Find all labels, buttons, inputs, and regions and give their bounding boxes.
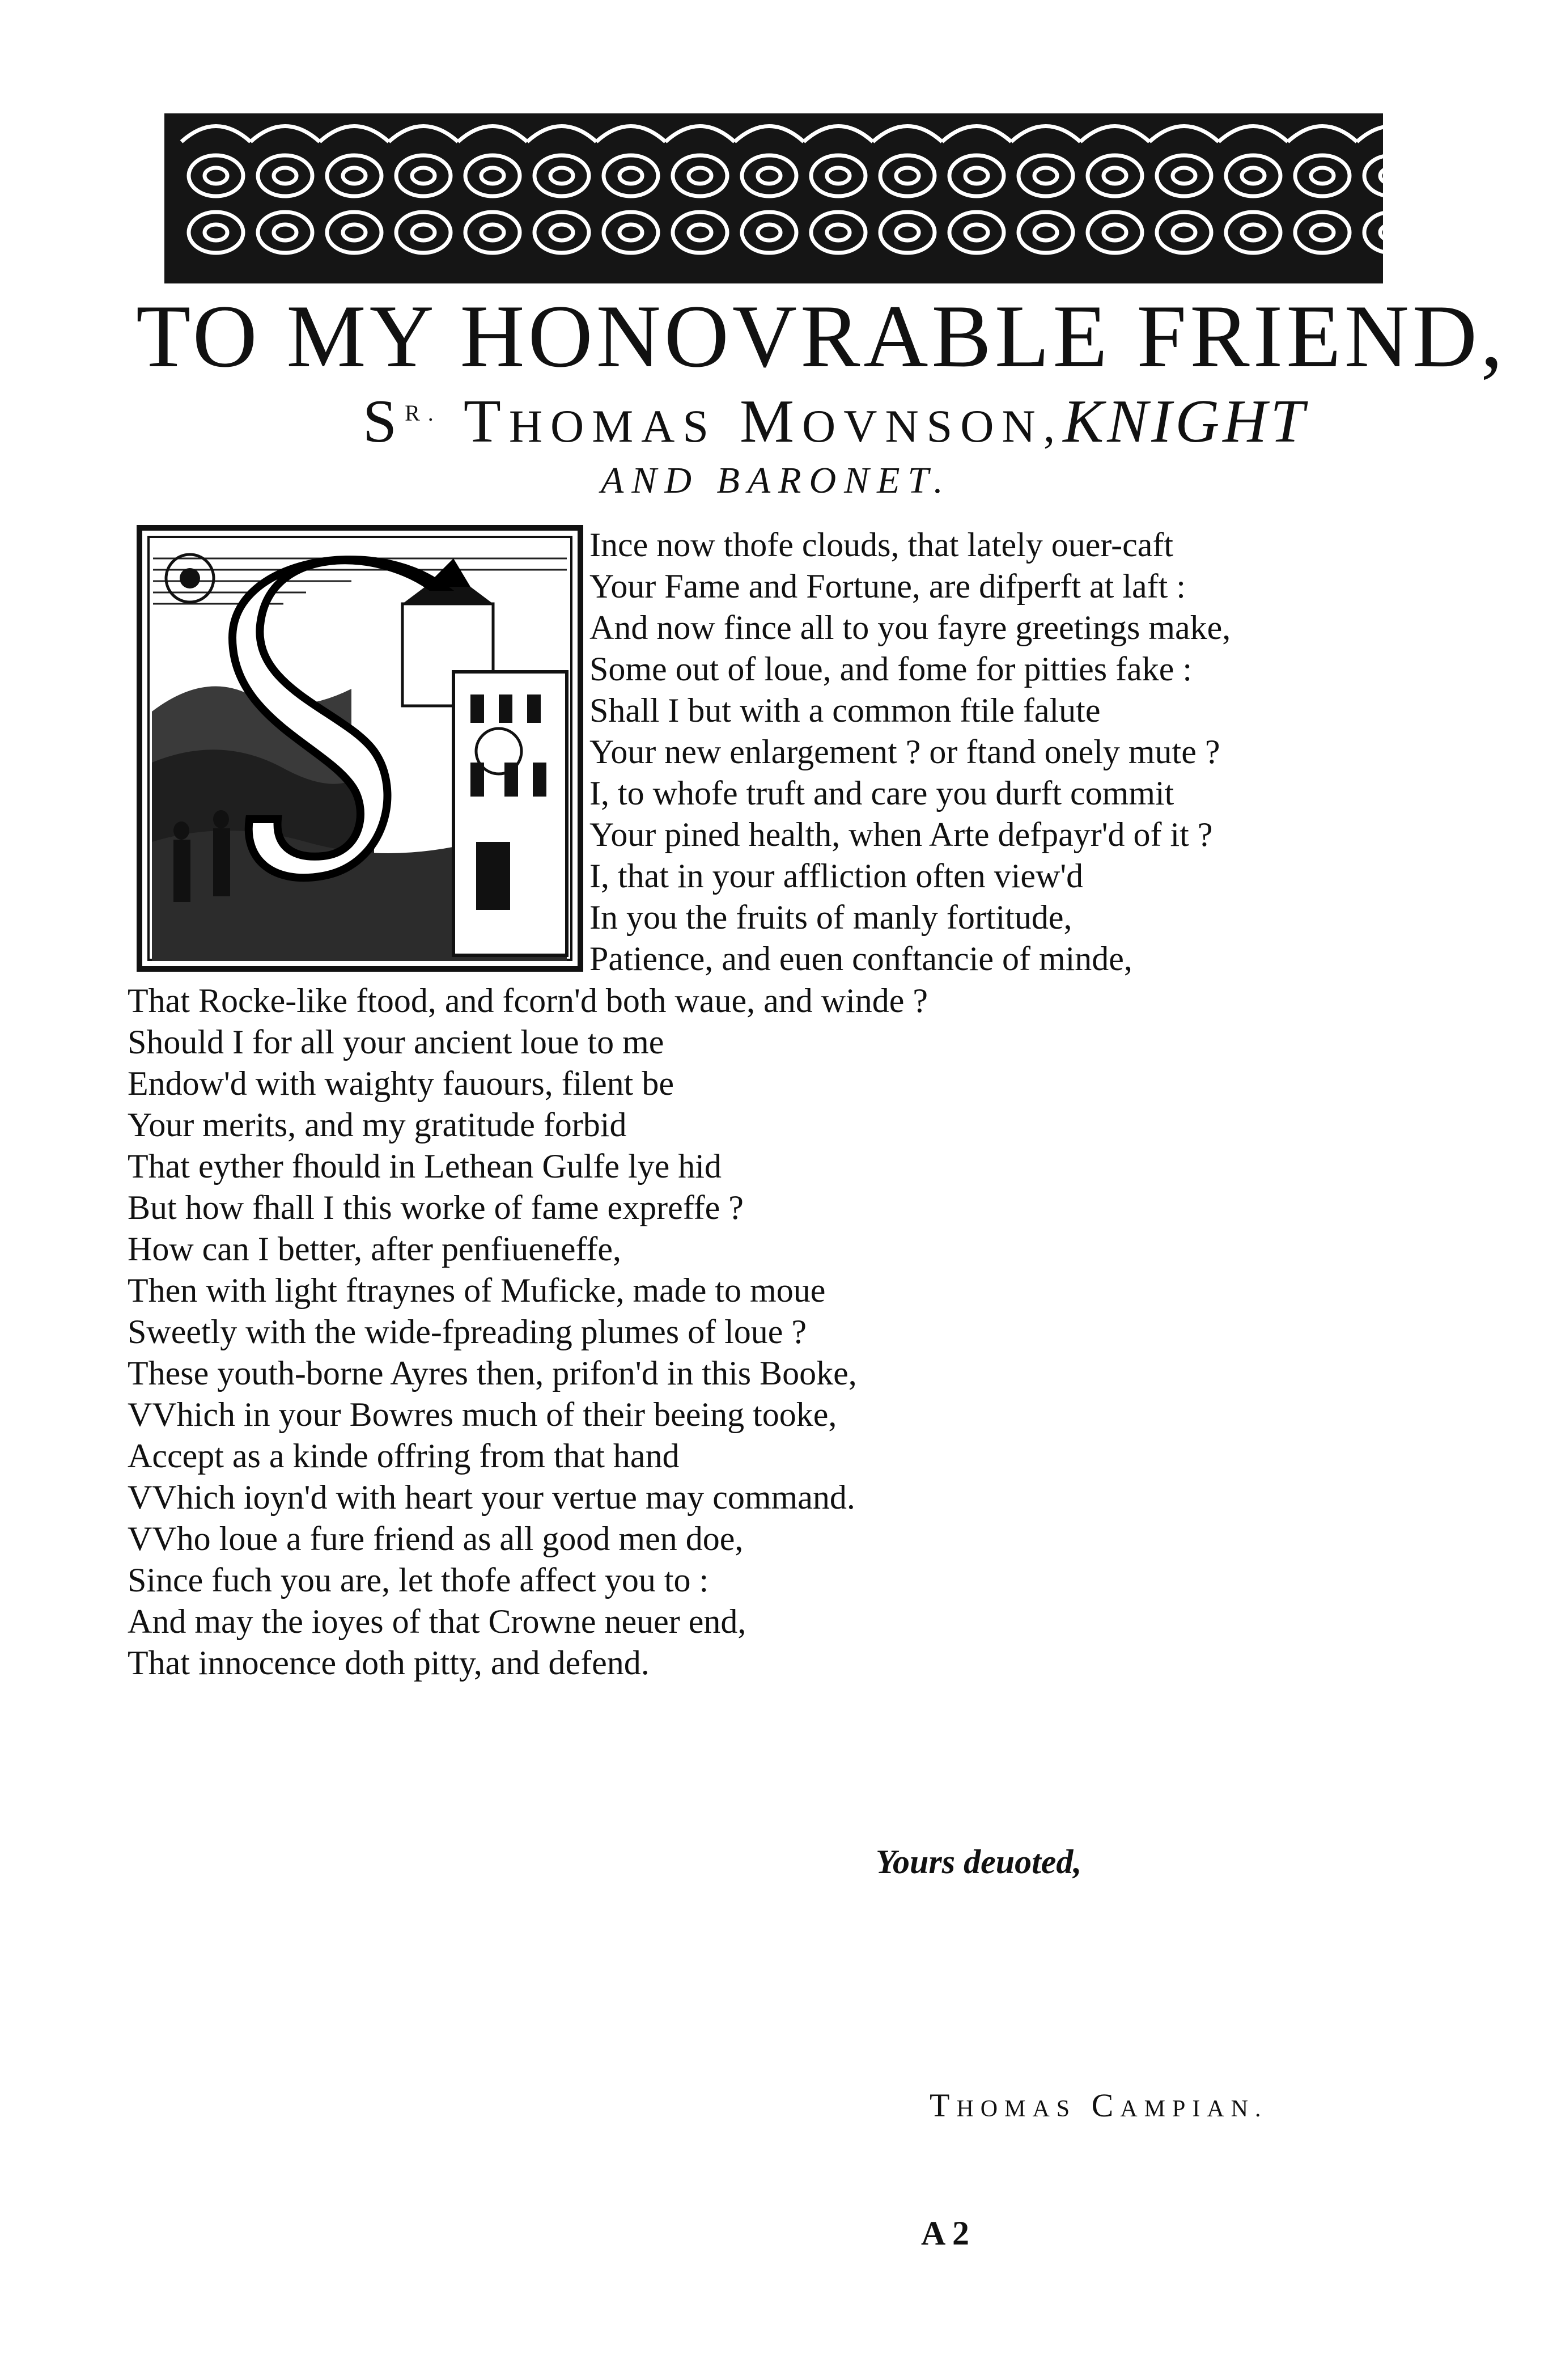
subtitle-first-rest: HOMAS [508, 400, 716, 452]
poem-line: I, to whofe truft and care you durft commit [589, 774, 1174, 812]
ornamental-headpiece-band [164, 113, 1383, 283]
signature-first-rest: HOMAS [956, 2096, 1077, 2122]
poem-line: That Rocke-like ftood, and fcorn'd both waue, and winde ? [128, 982, 928, 1019]
poem-line: Your new enlargement ? or ftand onely mute ? [589, 733, 1220, 770]
poem-line: Patience, and euen conftancie of minde, [589, 940, 1132, 977]
poem-line: Shall I but with a common ftile falute [589, 692, 1101, 729]
poem-lines-beside-initial [589, 524, 1231, 980]
subtitle-surname-initial: M [739, 388, 803, 455]
signature-mark: A 2 [921, 2214, 970, 2252]
poem-line: Some out of loue, and fome for pitties fake : [589, 650, 1193, 688]
signature-last-rest: AMPIAN. [1120, 2096, 1268, 2122]
poem-line: Endow'd with waighty fauours, filent be [128, 1065, 674, 1102]
poem-line: Should I for all your ancient loue to me [128, 1023, 664, 1061]
poem-line: How can I better, after penfiueneffe, [128, 1230, 622, 1268]
subtitle-knight: KNIGHT [1063, 388, 1308, 455]
subtitle-first-initial: T [463, 388, 509, 455]
dedicatee-name [363, 388, 1308, 455]
poem-line: In you the fruits of manly fortitude, [589, 899, 1072, 936]
poem-line: But how fhall I this worke of fame expreffe ? [128, 1189, 744, 1226]
poem-line: Your pined health, when Arte defpayr'd of it ? [589, 816, 1213, 853]
poem-line: Ince now thofe clouds, that lately ouer-caft [589, 526, 1174, 564]
poem-lines-full-width [128, 980, 928, 1684]
signoff: Yours deuoted, [876, 1843, 1082, 1881]
poem-line: Then with light ftraynes of Muficke, made to moue [128, 1272, 826, 1309]
poem-line: These youth-borne Ayres then, prifon'd in this Booke, [128, 1354, 857, 1392]
poem-line: Sweetly with the wide-fpreading plumes of loue ? [128, 1313, 807, 1350]
subtitle-surname-rest: OVNSON, [802, 400, 1063, 452]
poem-line: Your merits, and my gratitude forbid [128, 1106, 627, 1144]
poem-line: VVhich in your Bowres much of their beeing tooke, [128, 1396, 837, 1433]
author-signature [930, 2086, 1268, 2124]
signature-last-initial: C [1091, 2087, 1121, 2124]
subtitle-sir: S [363, 388, 405, 455]
poem-line: VVhich ioyn'd with heart your vertue may command. [128, 1479, 855, 1516]
poem-line: That innocence doth pitty, and defend. [128, 1644, 650, 1682]
dedicatee-rank: AND BARONET. [601, 460, 951, 501]
woodcut-decorated-initial [136, 524, 584, 972]
poem-line: Since fuch you are, let thofe affect you to : [128, 1561, 709, 1599]
poem-line: And may the ioyes of that Crowne neuer end, [128, 1603, 746, 1640]
poem-line: VVho loue a fure friend as all good men doe, [128, 1520, 744, 1557]
poem-line: That eyther fhould in Lethean Gulfe lye hid [128, 1147, 722, 1185]
poem-line: Your Fame and Fortune, are difperft at laft : [589, 568, 1186, 605]
subtitle-sir-superscript: R. [405, 400, 442, 426]
signature-first-initial: T [930, 2087, 957, 2124]
poem-line: I, that in your affliction often view'd [589, 857, 1084, 895]
poem-line: Accept as a kinde offring from that hand [128, 1437, 680, 1475]
page-title: TO MY HONOVRABLE FRIEND, [136, 287, 1507, 386]
poem-line: And now fince all to you fayre greetings make, [589, 609, 1231, 646]
